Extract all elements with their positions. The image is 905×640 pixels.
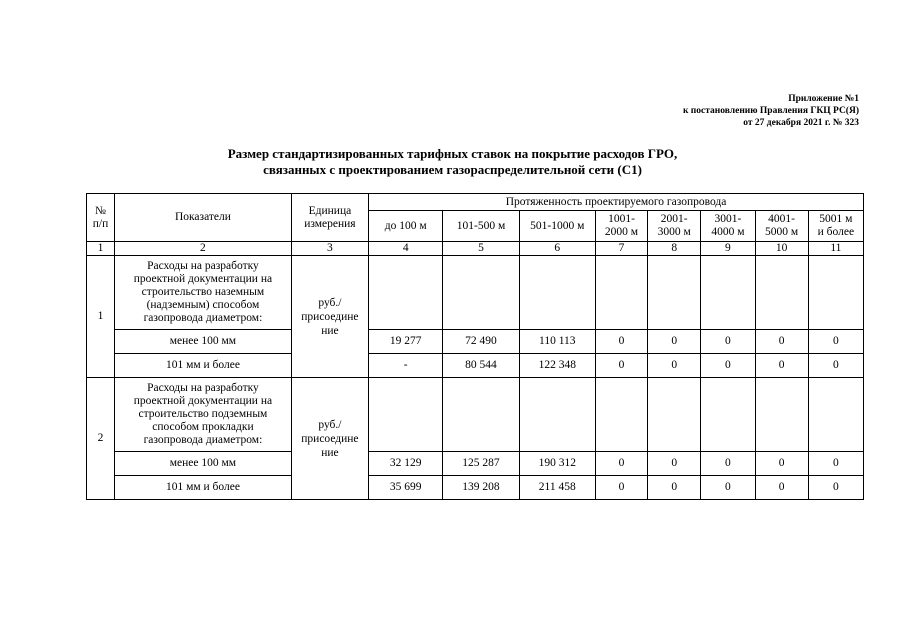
value-cell: 122 348 — [519, 354, 595, 378]
value-cell: 0 — [755, 330, 808, 354]
column-number-9: 9 — [701, 242, 755, 256]
header-range-8: 5001 м и более — [808, 211, 863, 242]
empty-cell — [701, 256, 755, 330]
header-range-1: до 100 м — [369, 211, 443, 242]
empty-cell — [755, 256, 808, 330]
value-cell: 139 208 — [443, 476, 519, 500]
row-label: менее 100 мм — [115, 452, 292, 476]
column-number-10: 10 — [755, 242, 808, 256]
section-2-header-row — [87, 378, 864, 452]
row-label: 101 мм и более — [115, 354, 292, 378]
value-cell: 0 — [701, 330, 755, 354]
table-row — [87, 476, 864, 500]
value-cell: 72 490 — [443, 330, 519, 354]
section-description: Расходы на разработку проектной документации на строительство наземным (надземным) способом газопровода диаметром: — [115, 256, 292, 330]
row-label: 101 мм и более — [115, 476, 292, 500]
value-cell: 0 — [648, 354, 701, 378]
table-row — [87, 330, 864, 354]
value-cell: 0 — [595, 330, 647, 354]
empty-cell — [808, 378, 863, 452]
value-cell: 0 — [701, 354, 755, 378]
value-cell: 0 — [648, 330, 701, 354]
section-number: 1 — [87, 256, 115, 378]
value-cell: 0 — [595, 476, 647, 500]
header-indicators: Показатели — [115, 194, 292, 242]
value-cell: 0 — [701, 452, 755, 476]
value-cell: 0 — [595, 452, 647, 476]
empty-cell — [595, 256, 647, 330]
header-range-2: 101-500 м — [443, 211, 519, 242]
empty-cell — [443, 378, 519, 452]
empty-cell — [701, 378, 755, 452]
value-cell: 19 277 — [369, 330, 443, 354]
header-range-6: 3001- 4000 м — [701, 211, 755, 242]
value-cell: 125 287 — [443, 452, 519, 476]
value-cell: 110 113 — [519, 330, 595, 354]
column-numbers-row — [87, 242, 864, 256]
column-number-3: 3 — [291, 242, 368, 256]
column-number-1: 1 — [87, 242, 115, 256]
value-cell: 0 — [595, 354, 647, 378]
section-1-header-row — [87, 256, 864, 330]
header-range-7: 4001- 5000 м — [755, 211, 808, 242]
header-num: № п/п — [87, 194, 115, 242]
column-number-4: 4 — [369, 242, 443, 256]
value-cell: 0 — [755, 476, 808, 500]
value-cell: 80 544 — [443, 354, 519, 378]
empty-cell — [369, 378, 443, 452]
empty-cell — [755, 378, 808, 452]
empty-cell — [443, 256, 519, 330]
value-cell: 0 — [648, 452, 701, 476]
header-range-3: 501-1000 м — [519, 211, 595, 242]
column-number-8: 8 — [648, 242, 701, 256]
row-label: менее 100 мм — [115, 330, 292, 354]
value-cell: 0 — [648, 476, 701, 500]
value-cell: 32 129 — [369, 452, 443, 476]
title-line-1: Размер стандартизированных тарифных ставок на покрытие расходов ГРО, — [227, 146, 678, 161]
value-cell: - — [369, 354, 443, 378]
document-title — [0, 146, 905, 178]
header-row — [87, 194, 864, 211]
appendix-line-1: Приложение №1 — [788, 94, 859, 104]
header-range-5: 2001- 3000 м — [648, 211, 701, 242]
empty-cell — [648, 256, 701, 330]
value-cell: 211 458 — [519, 476, 595, 500]
tariff-table — [86, 193, 864, 500]
empty-cell — [519, 378, 595, 452]
value-cell: 0 — [755, 354, 808, 378]
empty-cell — [648, 378, 701, 452]
header-range-4: 1001- 2000 м — [595, 211, 647, 242]
column-number-2: 2 — [115, 242, 292, 256]
value-cell: 0 — [755, 452, 808, 476]
value-cell: 0 — [701, 476, 755, 500]
empty-cell — [519, 256, 595, 330]
title-line-2: связанных с проектированием газораспределительной сети (С1) — [263, 162, 642, 177]
section-unit: руб./ присоедине ние — [291, 256, 368, 378]
header-unit: Единица измерения — [291, 194, 368, 242]
appendix-line-3: от 27 декабря 2021 г. № 323 — [743, 118, 859, 128]
empty-cell — [595, 378, 647, 452]
appendix-line-2: к постановлению Правления ГКЦ РС(Я) — [682, 106, 859, 116]
value-cell: 0 — [808, 452, 863, 476]
column-number-6: 6 — [519, 242, 595, 256]
value-cell: 190 312 — [519, 452, 595, 476]
header-length-group: Протяженность проектируемого газопровода — [369, 194, 864, 211]
table-row — [87, 354, 864, 378]
appendix-note — [683, 93, 859, 129]
value-cell: 0 — [808, 476, 863, 500]
empty-cell — [369, 256, 443, 330]
section-description: Расходы на разработку проектной документации на строительство подземным способом прокладки газопровода диаметром: — [115, 378, 292, 452]
empty-cell — [808, 256, 863, 330]
section-number: 2 — [87, 378, 115, 500]
table-row — [87, 452, 864, 476]
section-unit: руб./ присоедине ние — [291, 378, 368, 500]
value-cell: 35 699 — [369, 476, 443, 500]
column-number-11: 11 — [808, 242, 863, 256]
column-number-7: 7 — [595, 242, 647, 256]
column-number-5: 5 — [443, 242, 519, 256]
value-cell: 0 — [808, 330, 863, 354]
value-cell: 0 — [808, 354, 863, 378]
